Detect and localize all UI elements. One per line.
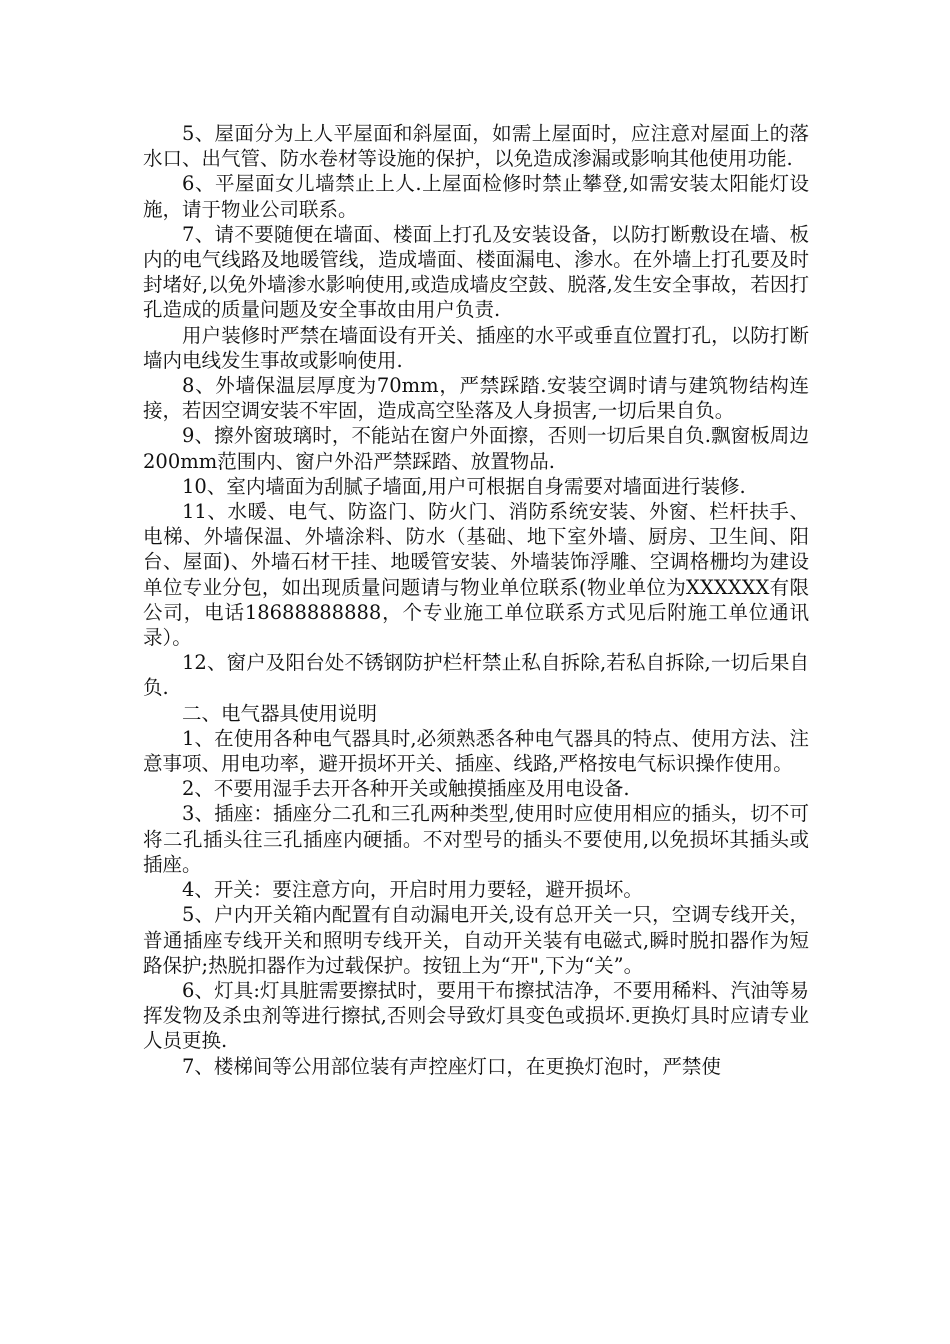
paragraph-wet-hands: 2、不要用湿手去开各种开关或触摸插座及用电设备. [182,777,630,801]
paragraph-subcontractors: 11、水暖、电气、防盗门、防火门、消防系统安装、外窗、栏杆扶手、电梯、外墙保温、外墙涂料、防水（基础、地下室外墙、厨房、卫生间、阳台、屋面)、外墙石材干挂、地暖管安装、外墙装饰浮雕、空调格栅均为建设单位专业分包，如出现质量问题请与物业单位联系(物业单位为XXXXXX有限公司，电话18688888888，个专业施工单位联系方式见后附施工单位通讯录）。 [143,500,809,650]
paragraph-switch-box: 5、户内开关箱内配置有自动漏电开关,设有总开关一只，空调专线开关，普通插座专线开关和照明专线开关，自动开关装有电磁式,瞬时脱扣器作为短路保护;热脱扣器作为过载保护。按钮上为“开",下为“关”。 [143,903,809,977]
paragraph-renovation: 用户装修时严禁在墙面设有开关、插座的水平或垂直位置打孔，以防打断墙内电线发生事故或影响使用. [143,323,809,372]
document-body [143,121,809,1079]
paragraph-window-cleaning: 9、擦外窗玻璃时，不能站在窗户外面擦，否则一切后果自负.飘窗板周边200mm范围内、窗户外沿严禁踩踏、放置物品. [143,424,809,473]
paragraph-electrical-usage: 1、在使用各种电气器具时,必须熟悉各种电气器具的特点、使用方法、注意事项、用电功率，避开损坏开关、插座、线路,严格按电气标识操作使用。 [143,726,809,776]
paragraph-sockets: 3、插座：插座分二孔和三孔两种类型,使用时应使用相应的插头，切不可将二孔插头往三孔插座内硬插。不对型号的插头不要使用,以免损坏其插头或插座。 [143,802,809,876]
paragraph-interior-walls: 10、室内墙面为刮腻子墙面,用户可根据自身需要对墙面进行装修. [182,474,746,498]
paragraph-parapet: 6、平屋面女儿墙禁止上人.上屋面检修时禁止攀登,如需安装太阳能灯设施，请于物业公司联系。 [143,172,809,221]
paragraph-railings: 12、窗户及阳台处不锈钢防护栏杆禁止私自拆除,若私自拆除,一切后果自负. [143,651,809,700]
paragraph-drilling: 7、请不要随便在墙面、楼面上打孔及安装设备，以防打断敷设在墙、板内的电气线路及地暖管线，造成墙面、楼面漏电、渗水。在外墙上打孔要及时封堵好,以免外墙渗水影响使用,或造成墙皮空鼓、脱落,发生安全事故，若因打孔造成的质量问题及安全事故由用户负责. [143,222,809,322]
paragraph-stairwell-lights: 7、楼梯间等公用部位装有声控座灯口，在更换灯泡时，严禁使 [182,1054,721,1078]
paragraph-insulation: 8、外墙保温层厚度为70mm，严禁踩踏.安装空调时请与建筑物结构连接，若因空调安装不牢固，造成高空坠落及人身损害,一切后果自负。 [143,374,809,423]
paragraph-lamps: 6、灯具:灯具脏需要擦拭时，要用干布擦拭洁净，不要用稀料、汽油等易挥发物及杀虫剂等进行擦拭,否则会导致灯具变色或损坏.更换灯具时应请专业人员更换. [143,978,809,1053]
paragraph-switches: 4、开关：要注意方向，开启时用力要轻，避开损坏。 [182,878,643,902]
paragraph-roof-types: 5、屋面分为上人平屋面和斜屋面，如需上屋面时，应注意对屋面上的落水口、出气管、防水卷材等设施的保护，以免造成渗漏或影响其他使用功能. [143,122,809,171]
section-heading-electrical: 二、电气器具使用说明 [182,701,378,725]
